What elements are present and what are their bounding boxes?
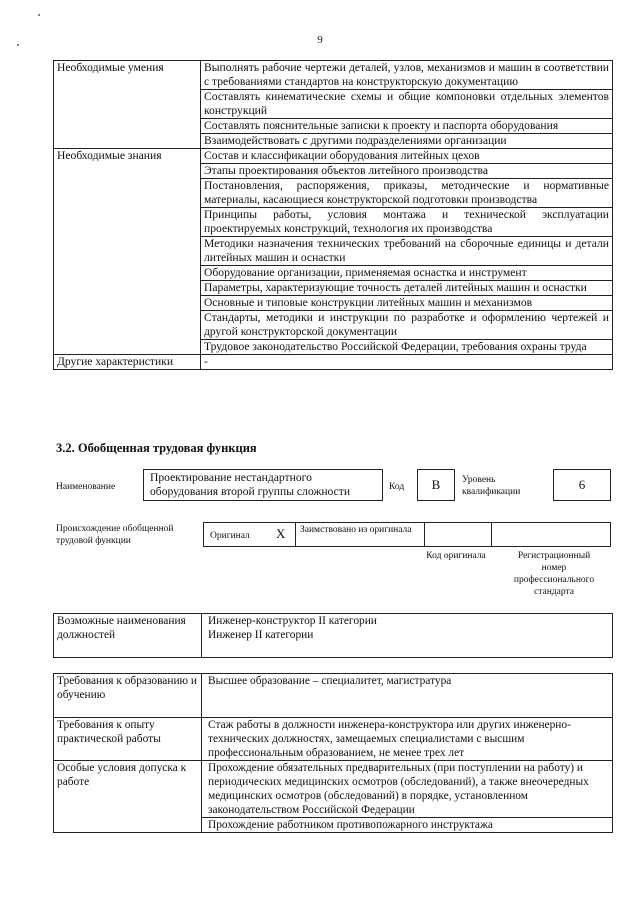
cell-value: Прохождение работником противопожарного инструктажа (202, 818, 613, 833)
code-caption: Код оригинала (426, 551, 486, 561)
cell-value: Прохождение обязательных предварительных (при поступлении на работу) и периодических медицинских осмотров (обследований), а также внеочередных медицинских осмотров (обследований) в порядке, установленном законодательством Российской Федерации (202, 761, 613, 818)
name-label: Наименование (56, 482, 116, 492)
positions-table (53, 613, 613, 658)
cell-value: Постановления, распоряжения, приказы, методические и нормативные материалы, касающиеся конструкторской подготовки производства (201, 179, 613, 208)
row-label: Требования к опыту практической работы (54, 718, 202, 761)
table-row (54, 149, 613, 164)
skills-knowledge-table (53, 60, 613, 370)
table-row (54, 614, 613, 658)
origin-code-box (424, 522, 492, 547)
section-heading: 3.2. Обобщенная трудовая функция (56, 441, 257, 455)
level-value: 6 (578, 477, 586, 492)
name-value-box (143, 469, 383, 501)
table-row (54, 718, 613, 761)
row-label: Другие характеристики (54, 355, 201, 370)
table-row (54, 61, 613, 90)
origin-original-box (203, 522, 296, 547)
cell-value: Трудовое законодательство Российской Федерации, требования охраны труда (201, 340, 613, 355)
position-item: Инженер-конструктор II категории (208, 615, 377, 627)
row-label: Необходимые знания (54, 149, 201, 355)
row-label: Необходимые умения (54, 61, 201, 149)
original-label: Оригинал (210, 531, 250, 541)
origin-borrowed-box (295, 522, 425, 547)
cell-value: Параметры, характеризующие точность деталей литейных машин и оснастки (201, 281, 613, 296)
row-label: Особые условия допуска к работе (54, 761, 202, 833)
borrowed-label: Заимствовано из оригинала (300, 525, 412, 535)
position-item: Инженер II категории (208, 629, 314, 641)
origin-label: Происхождение обобщенной трудовой функции (56, 524, 174, 546)
code-value-box (417, 469, 455, 501)
cell-value: Стандарты, методики и инструкции по разработке и оформлению чертежей и другой конструкторской документации (201, 311, 613, 340)
cell-value: Этапы проектирования объектов литейного производства (201, 164, 613, 179)
cell-value: Взаимодействовать с другими подразделениями организации (201, 134, 613, 149)
original-mark: X (276, 526, 286, 541)
level-label: Уровень квалификации (462, 475, 521, 497)
row-label: Возможные наименования должностей (54, 614, 202, 658)
page-number: 9 (317, 34, 323, 46)
level-value-box (553, 469, 611, 501)
cell-value: Высшее образование – специалитет, магистратура (202, 674, 613, 718)
table-row (54, 674, 613, 718)
scan-speck (38, 14, 40, 16)
cell-value: Состав и классификации оборудования литейных цехов (201, 149, 613, 164)
table-row (54, 355, 613, 370)
cell-value: Выполнять рабочие чертежи деталей, узлов, механизмов и машин в соответствии с требованиями стандартов на конструкторскую документацию (201, 61, 613, 90)
code-label: Код (389, 482, 405, 492)
cell-value: - (201, 355, 613, 370)
cell-value: Составлять пояснительные записки к проекту и паспорта оборудования (201, 119, 613, 134)
cell-value: Принципы работы, условия монтажа и технической эксплуатации проектируемых конструкций, технология их производства (201, 208, 613, 237)
cell-value: Составлять кинематические схемы и общие компоновки отдельных элементов конструкций (201, 90, 613, 119)
code-value: B (431, 477, 441, 492)
row-label: Требования к образованию и обучению (54, 674, 202, 718)
cell-value: Методики назначения технических требований на сборочные единицы и детали литейных машин и оснастки (201, 237, 613, 266)
cell-value: Оборудование организации, применяемая оснастка и инструмент (201, 266, 613, 281)
cell-value (202, 614, 613, 658)
cell-value: Основные и типовые конструкции литейных машин и механизмов (201, 296, 613, 311)
origin-reg-box (491, 522, 611, 547)
name-value: Проектирование нестандартного оборудования второй группы сложности (150, 471, 351, 498)
table-row (54, 761, 613, 818)
reg-caption: Регистрационный номер профессионального стандарта (513, 551, 595, 597)
requirements-table (53, 673, 613, 833)
cell-value: Стаж работы в должности инженера-конструктора или других инженерно-технических должностях, замещаемых специалистами с высшим профессиональным образованием, не менее трех лет (202, 718, 613, 761)
